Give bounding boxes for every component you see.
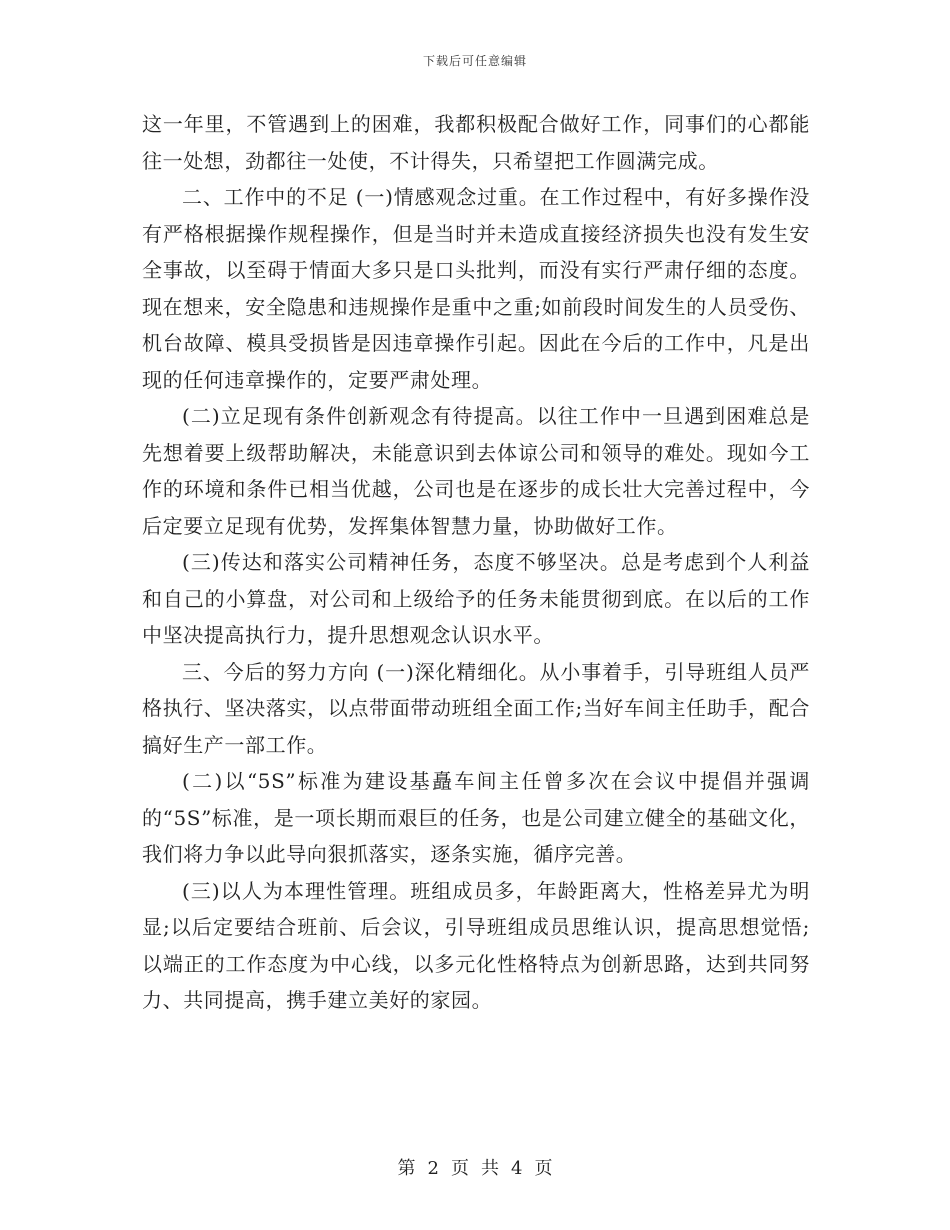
paragraph: 二、工作中的不足 (一)情感观念过重。在工作过程中，有好多操作没有严格根据操作规程操作，但是当时并未造成直接经济损失也没有发生安全事故，以至碍于情面大多只是口头批判，而没有实行严肃仔细的态度。现在想来，安全隐患和违规操作是重中之重;如前段时间发生的人员受伤、机台故障、模具受损皆是因违章操作引起。因此在今后的工作中，凡是出现的任何违章操作的，定要严肃处理。 (142, 185, 810, 392)
footer-total-pages: 4 (511, 1158, 523, 1179)
footer-current-page: 2 (427, 1158, 439, 1179)
paragraph: (三)以人为本理性管理。班组成员多，年龄距离大，性格差异尤为明显;以后定要结合班前、后会议，引导班组成员思维认识，提高思想觉悟;以端正的工作态度为中心线，以多元化性格特点为创新思路，达到共同努力、共同提高，携手建立美好的家园。 (142, 878, 810, 1012)
paragraph: (三)传达和落实公司精神任务，态度不够坚决。总是考虑到个人利益和自己的小算盘，对公司和上级给予的任务未能贯彻到底。在以后的工作中坚决提高执行力，提升思想观念认识水平。 (142, 550, 810, 647)
footer-total-label: 共 (481, 1158, 499, 1179)
page-header: 下载后可任意编辑 (422, 54, 527, 68)
paragraph: (二)立足现有条件创新观念有待提高。以往工作中一旦遇到困难总是先想着要上级帮助解决，未能意识到去体谅公司和领导的难处。现如今工作的环境和条件已相当优越，公司也是在逐步的成长壮大完善过程中，今后定要立足现有优势，发挥集体智慧力量，协助做好工作。 (142, 404, 810, 538)
footer-page-unit-2: 页 (534, 1158, 553, 1179)
footer-page-unit: 页 (451, 1158, 469, 1179)
document-body (142, 106, 810, 1019)
page-footer (0, 1154, 950, 1180)
footer-page-label: 第 (397, 1158, 416, 1179)
paragraph: 三、今后的努力方向 (一)深化精细化。从小事着手，引导班组人员严格执行、坚决落实，以点带面带动班组全面工作;当好车间主任助手，配合搞好生产一部工作。 (142, 659, 810, 757)
paragraph: 这一年里，不管遇到上的困难，我都积极配合做好工作，同事们的心都能往一处想，劲都往一处使，不计得失，只希望把工作圆满完成。 (142, 112, 810, 173)
paragraph: (二)以“5S”标准为建设基矗车间主任曾多次在会议中提倡并强调的“5S”标准，是一项长期而艰巨的任务，也是公司建立健全的基础文化，我们将力争以此导向狠抓落实，逐条实施，循序完善。 (142, 769, 810, 866)
